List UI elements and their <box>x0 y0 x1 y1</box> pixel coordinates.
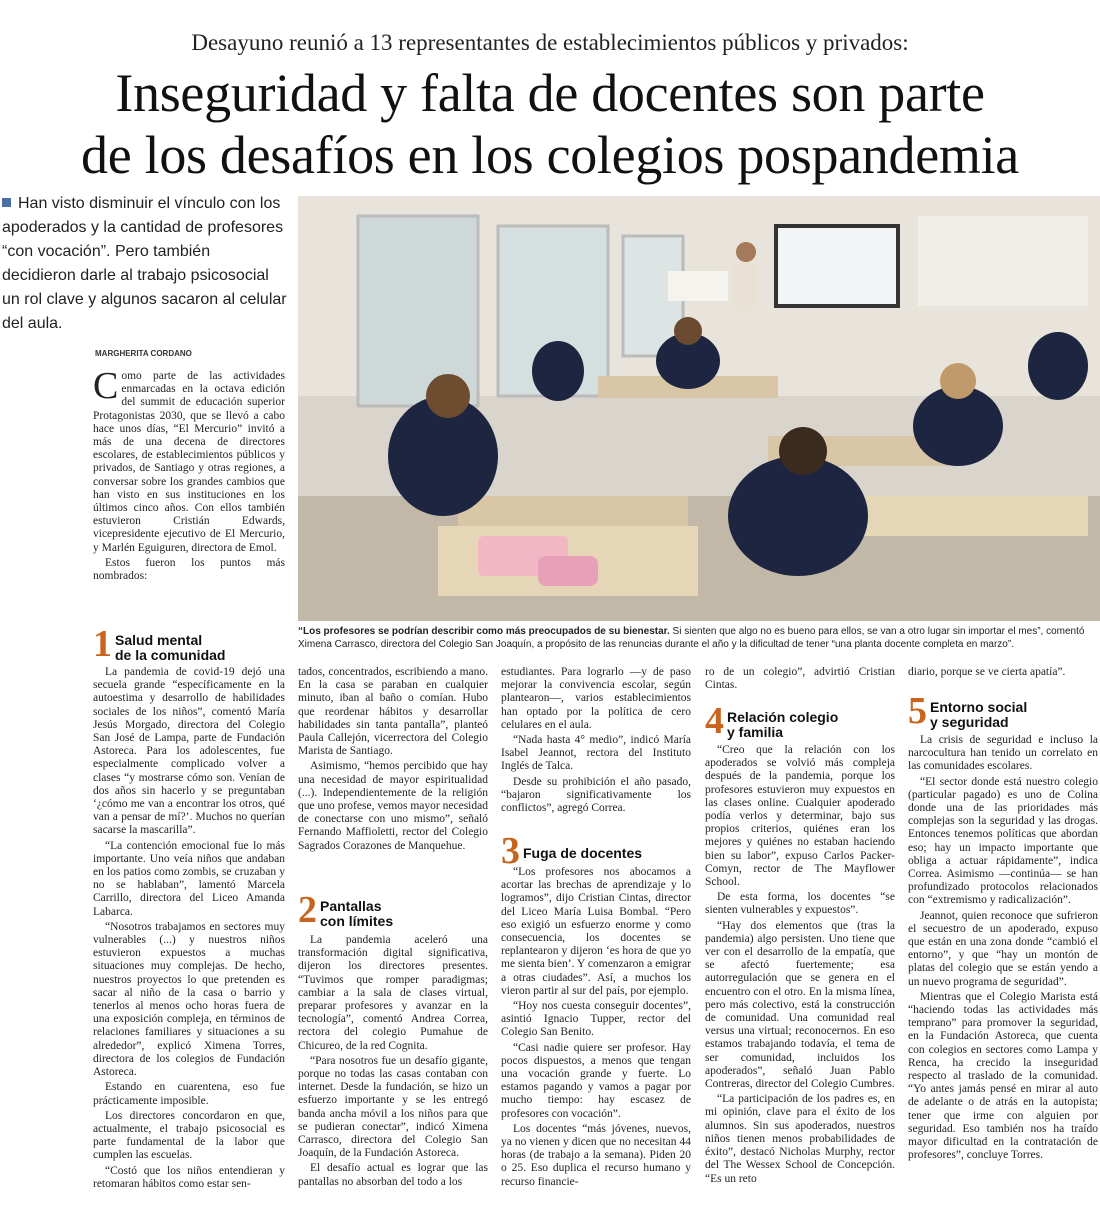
section-4-title <box>727 710 838 740</box>
column-5-top <box>908 666 1098 681</box>
col5-p5: Mientras que el Colegio Marista está “haciendo todas las actividades más temprano” para promover la seguridad, en la Fundación Astoreca, que cuenta con colegios en sectores como Lampa y Renca, ha crecido la inseguridad respecto al traslado de la comunidad. “Yo antes jamás pensé en mirar al auto de adelante o de atrás en la autopista; tener que irme con alguien por seguridad. Eso también nos ha traído mayor dificultad en la contratación de profesores”, concluye Torres. <box>908 990 1098 1162</box>
col1-p5: Los directores concordaron en que, actualmente, el trabajo psicosocial es parte fundamental de la labor que cumplen las escuelas. <box>93 1109 285 1162</box>
col4-p5: “La participación de los padres es, en mi opinión, clave para el éxito de los alumnos. Sin sus apoderados, nuestros niños tienen menos probabilidades de éxito”, destacó Nicholas Murphy, rector del The Wessex School de Concepción. “Es un reto <box>705 1093 895 1185</box>
col5-p1: diario, porque se ve cierta apatía”. <box>908 666 1066 678</box>
lead-paragraph <box>2 192 287 336</box>
section-5-title-b: y seguridad <box>930 714 1009 730</box>
col1-p4: Estando en cuarentena, eso fue prácticamente imposible. <box>93 1081 285 1107</box>
col5-p4: Jeannot, quien reconoce que sufrieron el secuestro de un apoderado, expuso que están en una zona donde “cambió el entorno”, y que “hay un montón de platas del colegio que se están yendo a un nuevo programa de seguridad”. <box>908 909 1098 988</box>
col2-p3: La pandemia aceleró una transformación digital significativa, dijeron los directores presentes. “Tuvimos que romper paradigmas; cambiar a la sala de clases virtual, preparar profesores y avanzar en la tecnología”, comentó Andrea Correa, rectora del colegio Pumahue de Chicureo, de la red Cognita. <box>298 934 488 1052</box>
section-4-header <box>705 700 839 742</box>
lead-text: Han visto disminuir el vínculo con los apoderados y la cantidad de profesores “con vocación”. Pero también decidieron darle al trabajo psicosocial un rol clave y algunos sacaron al celular del aula. <box>2 195 287 332</box>
col3-p2: “Nada hasta 4° medio”, indicó María Isabel Jeannot, rectora del Instituto Inglés de Talca. <box>501 734 691 773</box>
intro-text <box>93 365 285 585</box>
col1-p1: La pandemia de covid-19 dejó una secuela grande “específicamente en la autoestima y desarrollo de habilidades sociales de los niños”, comentó María Jesús Morgado, directora del Colegio San José de Lampa, parte de Fundación Astoreca. Para los adolescentes, fue especialmente complicado volver a clases “y mostrarse cómo son. Venían de dos años sin hacerlo y se preguntaban ‘¿cómo me van a encontrar los otros, qué van a pensar de mí?’. Muchos no querían sacarse la mascarilla”. <box>93 666 285 837</box>
section-2-header <box>298 889 394 931</box>
column-3-top <box>501 666 691 817</box>
photo-caption <box>298 625 1098 651</box>
col5-p2: La crisis de seguridad e incluso la narcocultura han tenido un correlato en las comunidades escolares. <box>908 734 1098 773</box>
caption-bold: “Los profesores se podrían describir como más preocupados de su bienestar. <box>298 626 670 637</box>
caption-text: Si sienten que algo no es bueno para ellos, se van a otro lugar sin importar el mes”, comentó Ximena Carrasco, directora del Colegio San Joaquín, a propósito de las renuncias durante el año y la dificultad de tener “una planta docente completa en marzo”. <box>298 626 1085 650</box>
headline <box>20 62 1080 186</box>
section-3-number: 3 <box>501 830 520 872</box>
section-1-title <box>115 633 225 663</box>
col5-p3: “El sector donde está nuestro colegio (particular pagado) es uno de Colina donde una de las prioridades más complejas son la seguridad y las drogas. Entonces tenemos políticas que abordan eso; hay un impacto importante que obliga a actuar rápidamente”, indica Correa. Asimismo —continúa— se han profundizado protocolos relacionados con “extremismo y radicalización”. <box>908 775 1098 907</box>
headline-line-2: de los desafíos en los colegios pospandemia <box>81 125 1019 185</box>
col3-p5: “Hoy nos cuesta conseguir docentes”, asintió Ignacio Tupper, rector del Colegio San Benito. <box>501 1000 691 1039</box>
column-3-bottom <box>501 866 691 1191</box>
col4-p2: “Creo que la relación con los apoderados se volvió más compleja después de la pandemia, porque los profesores estuvieron muy expuestos en las clases online. Cualquier apoderado podía verlos y determinar, bajo sus propios criterios, quiénes eran los mejores y quiénes no estaban haciendo bien su labor”, expuso Carlos Packer-Comyn, rector de The Mayflower School. <box>705 744 895 889</box>
section-5-header <box>908 690 1028 732</box>
section-1-title-a: Salud mental <box>115 632 203 648</box>
section-4-number: 4 <box>705 700 724 742</box>
col2-p1: tados, concentrados, escribiendo a mano. En la casa se paraban en cualquier minuto, iban al baño o comían. Hubo que reordenar hábitos y desarrollar habilidades sin tanta pantalla”, planteó Paula Callejón, vicerrectora del Colegio Marista de Santiago. <box>298 666 488 758</box>
section-5-number: 5 <box>908 690 927 732</box>
intro-paragraph-2: Estos fueron los puntos más nombrados: <box>93 556 285 583</box>
section-4-title-b: y familia <box>727 724 784 740</box>
section-4-title-a: Relación colegio <box>727 709 839 725</box>
col3-p7: Los docentes “más jóvenes, nuevos, ya no vienen y dicen que no necesitan 44 horas (de trabajo a la semana). Piden 20 o 25. Eso duplica el recurso humano y recurso financie- <box>501 1122 691 1188</box>
section-2-title-a: Pantallas <box>320 898 382 914</box>
byline: MARGHERITA CORDANO <box>95 349 192 358</box>
col2-p2: Asimismo, “hemos percibido que hay una necesidad de mayor espiritualidad (...). Independientemente de la religión que uno profese, vemos mayor necesidad de conectarse con uno mismo”, señaló Fernando Maffioletti, rector del Colegio Sagrados Corazones de Manquehue. <box>298 760 488 852</box>
section-5-title <box>930 700 1027 730</box>
col3-p1: estudiantes. Para lograrlo —y de paso mejorar la convivencia escolar, según plantearon—, varios establecimientos han optado por la política de cero celulares en el aula. <box>501 666 691 731</box>
column-1 <box>93 666 285 1193</box>
col4-p4: “Hay dos elementos que (tras la pandemia) algo persisten. Uno tiene que ver con el desarrollo de la empatía, que se afectó fuertemente; esa autorregulación que se genera en el encuentro con el otro. En la misma línea, pero más colectivo, está la construcción de comunidad. Una comunidad real versus una virtual; reconocernos. En eso estamos trabajando todavía, el tema de ser comunidad, incluidos los apoderados”, señaló Juan Pablo Contreras, director del Colegio Cumbres. <box>705 919 895 1091</box>
drop-cap: C <box>93 365 119 407</box>
classroom-photo <box>298 196 1100 621</box>
col3-p6: “Casi nadie quiere ser profesor. Hay pocos dispuestos, a menos que tengan una vocación grande y fuerte. Lo estamos pagando y vamos a pagar por mucho tiempo: hay escasez de profesores con vocación”. <box>501 1041 691 1120</box>
section-2-title <box>320 899 393 929</box>
col4-p3: De esta forma, los docentes “se sienten vulnerables y expuestos”. <box>705 891 895 917</box>
square-bullet-icon <box>2 198 11 207</box>
section-3-title: Fuga de docentes <box>523 845 643 861</box>
section-1-title-b: de la comunidad <box>115 647 226 663</box>
col2-p4: “Para nosotros fue un desafío gigante, porque no todas las casas contaban con internet. Desde la fundación, se hizo un esfuerzo importante y se les entregó banda ancha móvil a los niños para que se pudieran conectar”, indicó Ximena Carrasco, directora del Colegio San Joaquín, de la Fundación Astoreca. <box>298 1054 488 1160</box>
col3-p4: “Los profesores nos abocamos a acortar las brechas de aprendizaje y lo logramos”, dijo Cristian Cintas, director del Liceo María Luisa Bombal. “Pero eso exigió un esfuerzo enorme y como consecuencia, los docentes se replantearon y dijeron ‘es hora de que yo me sienta bien’. Y comenzaron a emigrar a otras ciudades”. Así, a muchos los vieron partir al sur del país, por ejemplo. <box>501 866 691 997</box>
col2-p5: El desafío actual es lograr que las pantallas no absorban del todo a los <box>298 1162 488 1188</box>
column-4-bottom <box>705 744 895 1188</box>
headline-line-1: Inseguridad y falta de docentes son parte <box>115 63 985 123</box>
col1-p3: “Nosotros trabajamos en sectores muy vulnerables (...) y nuestros niños estuvieron expuestos a muchas situaciones muy complejas. De hecho, nuestros proyectos lo que pretenden es sacar al niño de la casa o barrio y tenerlos al menos ocho horas fuera de una exposición compleja, en términos de relaciones familiares y situaciones a su alrededor”, explicó Ximena Torres, directora de los colegios de Fundación Astoreca. <box>93 920 285 1079</box>
column-5-bottom <box>908 734 1098 1165</box>
column-4-top <box>705 666 895 694</box>
col1-p6: “Costó que los niños entendieran y retomaran hábitos como estar sen- <box>93 1164 285 1190</box>
column-2-bottom <box>298 934 488 1191</box>
col3-p3: Desde su prohibición el año pasado, “bajaron significativamente los conflictos”, agregó Correa. <box>501 775 691 815</box>
section-3-header <box>501 830 643 872</box>
section-1-number: 1 <box>93 623 112 665</box>
col1-p2: “La contención emocional fue lo más importante. Uno veía niños que andaban en los patios como zombis, se cruzaban y no se hablaban”, lamentó Marcela Carrillo, directora del Liceo Amanda Labarca. <box>93 839 285 918</box>
section-2-title-b: con límites <box>320 913 394 929</box>
section-5-title-a: Entorno social <box>930 699 1028 715</box>
intro-paragraph-1: omo parte de las actividades enmarcadas en la octava edición del summit de educación superior Protagonistas 2030, que se llevó a cabo hace unos días, “El Mercurio” invitó a más de una decena de directores escolares, de establecimientos públicos y privados, de Santiago y otras regiones, a conversar sobre los grandes cambios que han visto en sus instituciones en los últimos cinco años. Con ellos también estuvieron Cristián Edwards, vicepresidente ejecutivo de El Mercurio, y Marlén Eguiguren, directora de Emol. <box>93 370 285 554</box>
section-2-number: 2 <box>298 889 317 931</box>
kicker: Desayuno reunió a 13 representantes de establecimientos públicos y privados: <box>191 30 909 55</box>
column-2-top <box>298 666 488 855</box>
section-1-header <box>93 623 226 665</box>
col4-p1: ro de un colegio”, advirtió Cristian Cintas. <box>705 666 895 692</box>
